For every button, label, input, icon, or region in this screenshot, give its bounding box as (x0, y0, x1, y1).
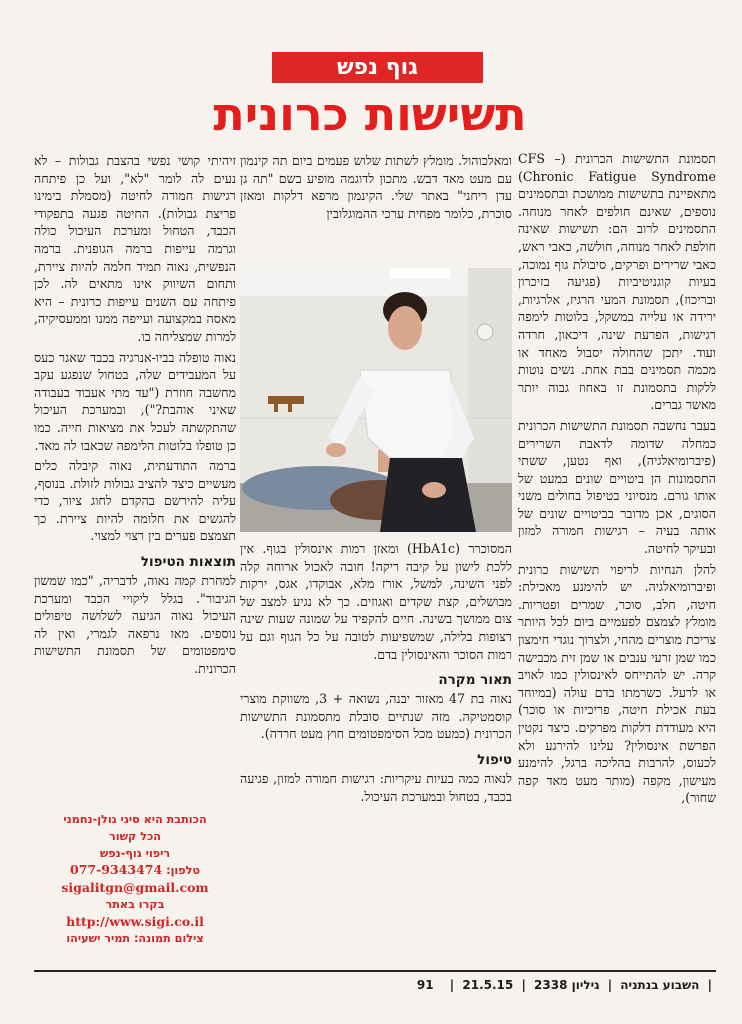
right-column (518, 150, 716, 962)
case-heading: תאור מקרה (438, 672, 512, 689)
footer-separator: | (607, 978, 613, 992)
case-paragraph: נאוה בת 47 מאזור יבנה, נשואה + 3, משווקת מוצרי קוסמטיקה. מזה שנתיים סובלת מתסמונת התשישות הכרונית (כמעט מכל הסימפטומים חוץ מעט חרדה). (240, 691, 512, 742)
right-paragraph-3: להלן הנחיות לריפוי תשישות כרונית ופיברומיאלגיה. יש להימנע מאכילת: חיטה, חלב, סוכר, שמרים ופטריות. מומלץ לצמצם לפעמיים ביום לכל היותר צריכת מוצרים מהחי, ולצרוך נוגדי חימצון כמו שמן זרעי ענבים או שמן זית מכבישה קרה. יש להתייחס לאינסולין כמו לאויב או לרעל. כשרמתו בדם עולה (במיוחד בעת אכילת חיטה, פריכיות או סוכר) היא מעודדת דלקות מפרקים. כיצד נקטין הפרשת אינסולין? עלינו להירגע ולא לכעוס, להרבות בהליכה ברגל, להימנע מעישון, מקפה (מותר מעט מאד קפה שחור), (518, 561, 716, 806)
middle-intro-paragraph: המסוכרר (HbA1c) ומאזן רמות אינסולין בגוף. אין ללכת לישון על קיבה ריקה! חובה לאכול ארוחה קלה לפני השינה, למשל, אורז מלא, אבוקדו, אגס, ירקות מבושלים, קצת שקדים ואגוזים. כך לא נגיע למצב של צום ממושך בשינה. חיים להקפיד על שמונה שעות שינה רצופות בלילה, שמשפיעות לטובה על כל הגוף וגם על רמות הסוכר והאינסולין בדם. (240, 541, 512, 662)
middle-column-bottom (240, 540, 512, 960)
footer-separator: | (707, 978, 712, 992)
website-url: http://www.sigi.co.il (66, 913, 204, 929)
phone-number: 077-9343474 (70, 862, 163, 878)
email-address: sigalitgn@gmail.com (61, 880, 209, 896)
middle-top-paragraph: ומאלכוהול. מומלץ לשתות שלוש פעמים ביום תה קינמון עם מעט מאד דבש. מתכון לדוגמה מופיע בשם "תה גן עדן ריחני" באתר שלי. הקינמון מרפא דלקות ומאזן סוכרת, כלומר מפחית ערכי ההמוגלובין (240, 153, 512, 221)
results-heading: תוצאות הטיפול (140, 554, 236, 571)
left-paragraph-2: נאוה טופלה בביו-אנרגיה בכבד שאגר כעס על המעבידים שלה, בטחול שנפגע עקב מחשבה חוזרת ("עד מתי אעבוד בעבודה שאיני אוהבת?"), ובמערכת העיכול שהתקשתה לעכל את מציאות חייה. כמו כן טופלו בלוטות הלימפה שכאבו לה מאד. (34, 349, 236, 453)
left-paragraph-1: זיהיתי קושי נפשי בהצבת גבולות – לא נעים לה לומר "לא", ועל כן פיתחה רגישות חמורה לחיטה (מסמלת בימינו פריצת גבולות). החיטה פגעה בתפקודי הכבד, הטחול ומערכת העיכול כולה וגרמה עייפות ברמה הגופנית. ברמה הנפשית, נאוה תמיד חלמה להיות ציירת, ותחום השיווק אינו מתאים לה. לכן פיתחה עם השנים עייפות כרונית – היא מאסה במקצועה ועייפה ממנו וממעסיקיה, למרות שמצליחה בו. (34, 153, 236, 344)
footer-divider (34, 970, 716, 972)
headline: תשישות כרונית (213, 87, 527, 141)
author-line: הכותבת היא סיגי גולן-נחמני (63, 813, 207, 826)
site-label: בקרו באתר (105, 897, 165, 911)
treatment-heading: טיפול (477, 751, 512, 768)
footer-publication: השבוע בנתניה (620, 978, 700, 992)
page-footer (34, 976, 716, 994)
author-contact-box (34, 812, 236, 962)
article-photo (240, 268, 512, 532)
footer-date: 21.5.15 (462, 978, 514, 992)
footer-separator: | (449, 978, 455, 992)
treatment-paragraph: לנאוה כמה בעיות עיקריות: רגישות חמורה למזון, פגיעה בכבד, בטחול ובמערכת העיכול. (240, 770, 512, 804)
right-paragraph-2: בעבר נחשבה תסמונת התשישות הכרונית כמחלה שדומה לדאבת השרירים (פיברומיאלגיה), ואף נטען, ששתי התסמונות הן ביטויים שונים במעט של אותו גורם. מנסיוני בטיפול בחולים משני הסוגים, אכן מדובר בביטויים שונים של אותה בעיה – רגישות חמורה למזון ובעיקר לחיטה. (518, 417, 716, 557)
footer-separator: | (521, 978, 526, 992)
middle-column-top (240, 152, 512, 266)
photo-credit: צילום תמונה: תמיר ישעיהו (66, 931, 204, 945)
right-paragraph-1: תסמונת התשישות הכרונית (CFS – Chronic Fatigue Syndrome) מתאפיינת בתשישות ממושכת ובתסמינים נוספים, שאינם חולפים לאחר מנוחה. התסמינים לרוב הם: תשישות שאינה חולפת לאחר מנוחה, חולשה, כאבי ראש, כאבי שרירים ופרקים, סיבולת גוף נמוכה, בעיות קוגניטיביות (פגיעה בזיכרון ובריכוז), תסמונת המעי הרגיז, אלרגיות, ירידה או עלייה במשקל, בלוטות לימפה רגישות, הפרעת שינה, דיכאון, חרדה ועוד. יתכן שהחולה יסבול מאחד או מכמה תסמינים בבת אחת. נשים נוטות ללקות בתסמונת זו באחוז גבוה יותר מאשר גברים. (518, 151, 716, 413)
section-tag: גוף נפש (272, 52, 483, 83)
contact-label: הכל קשור (109, 829, 161, 843)
results-paragraph: למחרת קמה נאוה, לדבריה, "כמו שמשון הגיבור". בגלל ליקויי הכבד ומערכת העיכול נאוה הגיעה לשלושה טיפולים נוספים. מאז נרפאה לגמרי, ואין לה סימפטומים של תסמונת התשישות הכרונית. (34, 573, 236, 677)
therapy-session-illustration (240, 268, 512, 532)
tagline: ריפוי גוף-נפש (99, 846, 171, 860)
left-paragraph-3: ברמה התודעתית, נאוה קיבלה כלים מעשיים כיצד להציב גבולות לזולת. בנוסף, עליה להירשם בהקדם לחוג ציור, כדי להגשים את חלומה להיות ציירת. כך תצמצם פערים בין רצוי למצוי. (34, 458, 236, 544)
footer-issue: גיליון 2338 (534, 978, 600, 992)
phone-line (34, 862, 236, 880)
footer-page-number: 91 (416, 978, 434, 992)
phone-label: טלפון: (166, 864, 200, 878)
left-column (34, 152, 236, 808)
